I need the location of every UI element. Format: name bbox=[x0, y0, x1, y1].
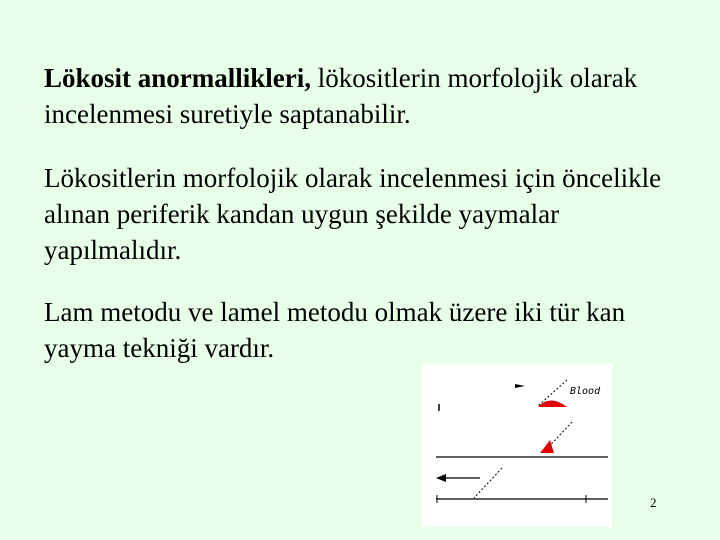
paragraph-smear-techniques: Lam metodu ve lamel metodu olmak üzere iki tür kan yayma tekniği vardır. bbox=[44, 297, 626, 363]
paragraph-smear-preparation: Lökositlerin morfolojik olarak incelenmesi için öncelikle alınan periferik kandan uygun şekilde yaymalar yapılmalıdır. bbox=[44, 163, 662, 265]
step-2-spread bbox=[436, 422, 608, 457]
blood-smear-diagram bbox=[422, 364, 612, 527]
spreader-slide-line bbox=[474, 468, 502, 498]
paragraph-1-text: lökositlerin morfolojik olarak incelenmesi suretiyle saptanabilir. bbox=[44, 63, 638, 129]
bold-term: Lökosit anormallikleri, bbox=[44, 63, 312, 93]
blood-smear-svg bbox=[422, 364, 612, 527]
direction-arrow-icon bbox=[515, 384, 525, 388]
blood-spread-icon bbox=[540, 440, 554, 453]
step-1-drop bbox=[439, 380, 601, 411]
paragraph-leukocyte-abnormalities bbox=[44, 60, 694, 132]
step-3-push bbox=[436, 468, 608, 503]
push-arrow-icon bbox=[436, 474, 446, 482]
blood-label: Blood bbox=[570, 386, 601, 397]
page-number: 2 bbox=[650, 495, 657, 510]
